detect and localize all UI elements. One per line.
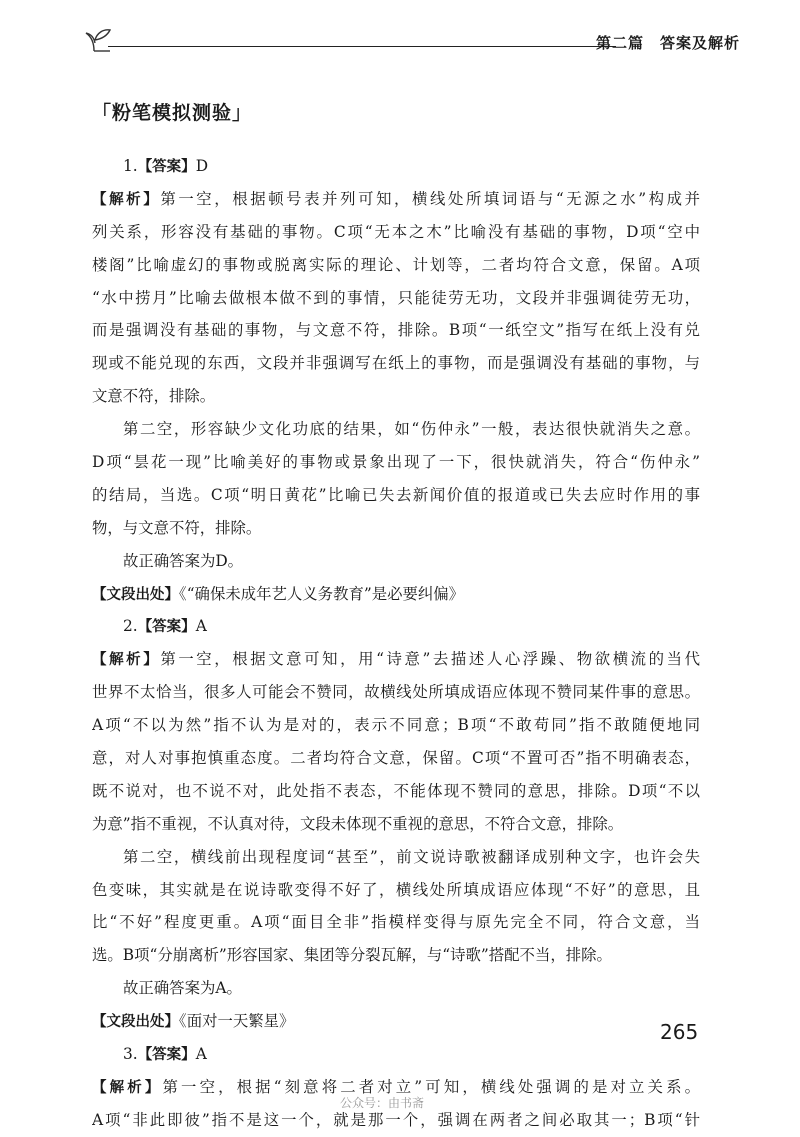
text-line: 既不说对，也不说不对，此处指不表态，不能体现不赞同的意思，排除。D项“不以 <box>92 781 700 800</box>
text-line: 物，与文意不符，排除。 <box>92 518 262 537</box>
answer-label: 【答案】 <box>137 1047 196 1064</box>
question-number: 3. <box>123 1045 138 1064</box>
source-line <box>92 1005 700 1038</box>
text-line: A项“不以为然”指不认为是对的，表示不同意；B项“不敢苟同”指不敢随便地同 <box>92 716 700 735</box>
text-line: 第二空，横线前出现程度词“甚至”，前文说诗歌被翻译成别种文字，也许会失 <box>123 847 700 866</box>
text-line: 第二空，形容缺少文化功底的结果，如“伤仲永”一般，表达很快就消失之意。 <box>123 420 700 439</box>
watermark: 公众号：由书斋 <box>340 1096 425 1110</box>
answer-value: A <box>195 1045 207 1064</box>
analysis-label: 【解析】 <box>92 191 161 208</box>
text-line: 楼阁”比喻虚幻的事物或脱离实际的理论、计划等，二者均符合文意，保留。A项 <box>92 255 700 274</box>
header-title: 第二篇 答案及解析 <box>595 34 740 52</box>
text-line: 意，对人对事抱慎重态度。二者均符合文意，保留。C项“不置可否”指不明确表态， <box>92 749 700 768</box>
answer-line-q2 <box>92 610 700 643</box>
answer-body <box>92 150 700 1137</box>
text-line: 比“不好”程度更重。A项“面目全非”指模样变得与原先完全不同，符合文意，当 <box>92 913 700 932</box>
answer-line-q3 <box>92 1038 700 1071</box>
text-line: 选。B项“分崩离析”形容国家、集团等分裂瓦解，与“诗歌”搭配不当，排除。 <box>92 946 612 965</box>
question-number: 2. <box>123 617 138 636</box>
analysis-line: 【解析】第一空，根据顿号表并列可知，横线处所填词语与“无源之水”构成并 <box>92 189 700 208</box>
analysis-label: 【解析】 <box>92 652 161 669</box>
text-line: 的结局，当选。C项“明日黄花”比喻已失去新闻价值的报道或已失去应时作用的事 <box>92 485 700 504</box>
text-line: 列关系，形容没有基础的事物。C项“无本之木”比喻没有基础的事物，D项“空中 <box>92 222 700 241</box>
text-line: “水中捞月”比喻去做根本做不到的事情，只能徒劳无功，文段并非强调徒劳无功， <box>92 288 700 307</box>
text-line: 色变味，其实就是在说诗歌变得不好了，横线处所填成语应体现“不好”的意思，且 <box>92 880 700 899</box>
analysis-label: 【解析】 <box>92 1079 163 1096</box>
text-line: D项“昙花一现”比喻美好的事物或景象出现了一下，很快就消失，符合“伤仲永” <box>92 453 700 472</box>
source-title: 《面对一天繁星》 <box>179 1012 295 1031</box>
answer-label: 【答案】 <box>137 619 196 636</box>
text-line: 文意不符，排除。 <box>92 387 216 406</box>
analysis-line: 【解析】第一空，根据“刻意将二者对立”可知，横线处强调的是对立关系。 <box>92 1077 700 1096</box>
page-number: 265 <box>660 1020 699 1044</box>
text-line: A项“非此即彼”指不是这一个，就是那一个，强调在两者之间必取其一；B项“针 <box>92 1110 700 1129</box>
answer-value: A <box>195 617 207 636</box>
text-line: 为意”指不重视，不认真对待，文段未体现不重视的意思，不符合文意，排除。 <box>92 814 624 833</box>
source-title: 《“确保未成年艺人义务教育”是必要纠偏》 <box>179 584 465 603</box>
answer-value: D <box>195 157 209 175</box>
header-rule <box>108 46 616 47</box>
source-label: 【文段出处】 <box>92 586 179 603</box>
page-header <box>80 24 740 64</box>
question-number: 1. <box>123 157 138 175</box>
text-line: 而是强调没有基础的事物，与文意不符，排除。B项“一纸空文”指写在纸上没有兑 <box>92 321 700 340</box>
text-line: 现或不能兑现的东西，文段并非强调写在纸上的事物，而是强调没有基础的事物，与 <box>92 354 700 373</box>
leaf-icon <box>80 24 114 54</box>
text-line: 世界不太恰当，很多人可能会不赞同，故横线处所填成语应体现不赞同某件事的意思。 <box>92 683 700 702</box>
section-title: 「粉笔模拟测验」 <box>92 102 253 124</box>
conclusion-line: 故正确答案为D。 <box>123 551 244 570</box>
analysis-line: 【解析】第一空，根据文意可知，用“诗意”去描述人心浮躁、物欲横流的当代 <box>92 650 700 669</box>
source-label: 【文段出处】 <box>92 1014 179 1031</box>
answer-label: 【答案】 <box>137 159 196 175</box>
conclusion-line: 故正确答案为A。 <box>123 979 242 998</box>
answer-line-q1 <box>92 150 700 183</box>
source-line <box>92 578 700 611</box>
